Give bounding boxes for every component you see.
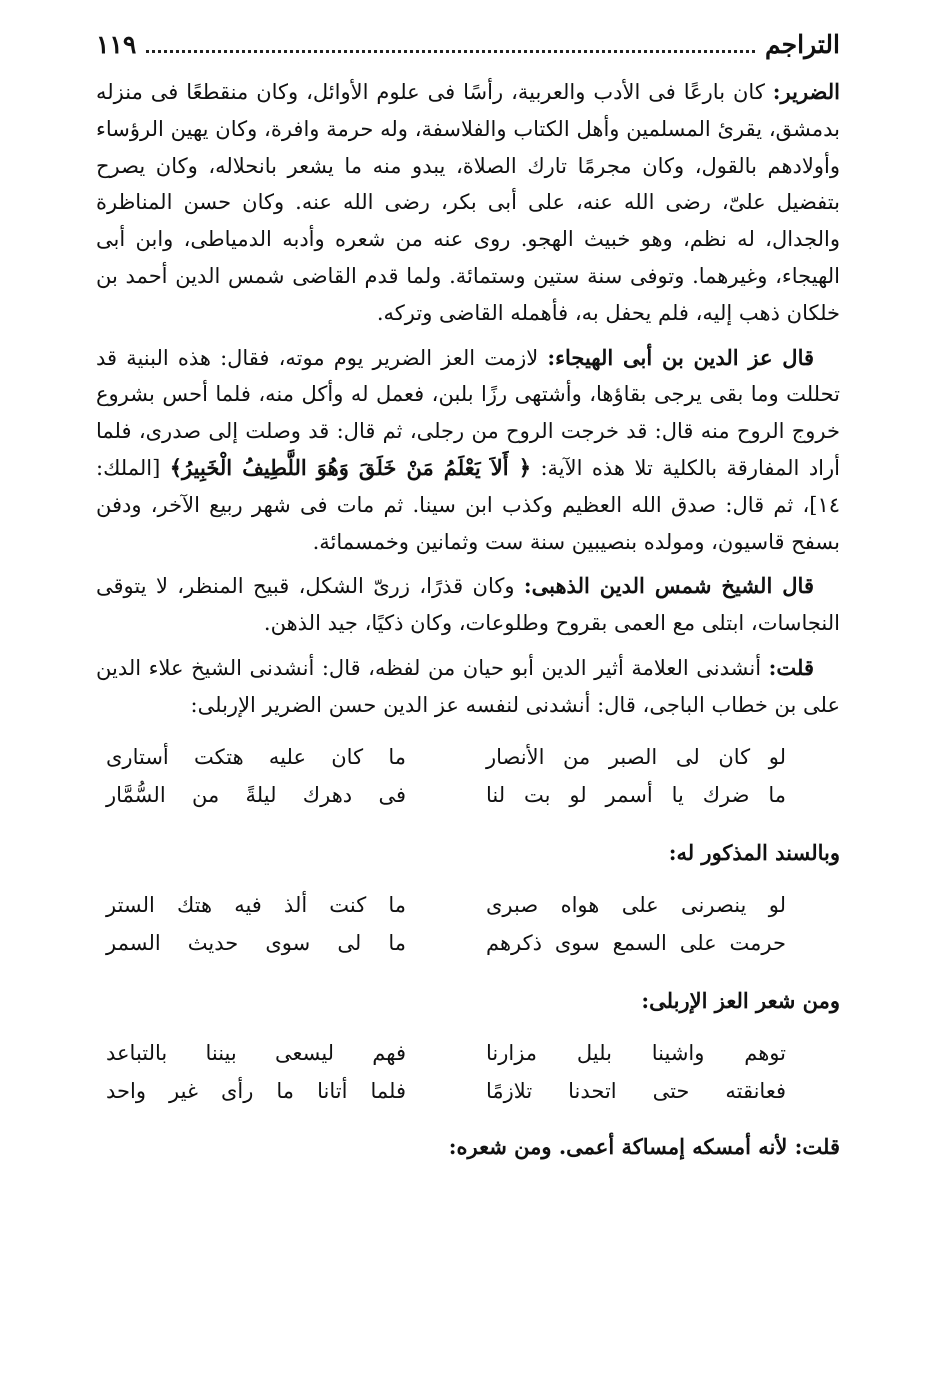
poem-verse xyxy=(96,924,840,962)
author-note-paragraph xyxy=(96,650,840,724)
verse-second-hemistich: فى دهرك ليلةً من السُّمَّار xyxy=(106,782,406,807)
header-dot-leader xyxy=(146,36,755,53)
verse-first-hemistich: حرمت على السمع سوى ذكرهم xyxy=(486,930,786,955)
verse-second-hemistich: ما لى سوى حديث السمر xyxy=(106,930,406,955)
running-title: التراجم xyxy=(765,30,840,59)
page-header xyxy=(96,30,840,74)
quote-izz-text-a: لازمت العز الضرير يوم موته، فقال: هذه البنية قد تحللت وما بقى يرجى بقاؤها، وأشتهى رزًا بلبن، فعمل له وأكل منه، فلما أحس بشروع خروج الروح منه قال: قد خرجت الروح من رجلى، ثم قال: قد وصلت إلى صدرى، فلما أراد المفارقة بالكلية تلا هذه الآية: xyxy=(96,345,840,480)
page-number: ١١٩ xyxy=(96,30,137,59)
quote-dhahabi-text: وكان قذرًا، زرىّ الشكل، قبيح المنظر، لا يتوقى النجاسات، ابتلى مع العمى بقروح وطلوعات، وكان ذكيًا، جيد الذهن. xyxy=(96,574,840,636)
poem-verse xyxy=(96,886,840,924)
poem-verse xyxy=(96,776,840,814)
biography-paragraph xyxy=(96,74,840,332)
author-note-text: أنشدنى العلامة أثير الدين أبو حيان من لفظه، قال: أنشدنى الشيخ علاء الدين على بن خطاب الباجى، قال: أنشدنى لنفسه عز الدين حسن الضرير الإربلى: xyxy=(96,655,840,717)
book-page xyxy=(96,30,840,1166)
section-subhead: ومن شعر العز الإربلى: xyxy=(641,987,840,1013)
quote-izz-paragraph xyxy=(96,340,840,561)
quran-verse: ﴿ أَلاَ يَعْلَمُ مَنْ خَلَقَ وَهُوَ اللَّطِيفُ الْخَبِيرُ﴾ xyxy=(169,454,531,480)
verse-first-hemistich: ما ضرك يا أسمر لو بت لنا xyxy=(486,782,786,807)
biography-text: كان بارعًا فى الأدب والعربية، رأسًا فى علوم الأوائل، وكان منقطعًا فى منزله بدمشق، يقرئ المسلمين وأهل الكتاب والفلاسفة، وله حرمة وافرة، وكان يهين الرؤساء وأولادهم بالقول، وكان مجرمًا تارك الصلاة، يبدو منه ما يشعر بانحلاله، وكان يصرح بتفضيل علىّ، رضى الله عنه، على أبى بكر، رضى الله عنه. وكان حسن المناظرة والجدال، له نظم، وهو خبيث الهجو. روى عنه من شعره وأدبه الدمياطى، وابن أبى الهيجاء، وغيرهما. وتوفى سنة ستين وستمائة. ولما قدم القاضى شمس الدين أحمد بن خلكان ذهب إليه، فلم يحفل به، فأهمله القاضى وتركه. xyxy=(96,80,840,325)
biography-lead: الضرير: xyxy=(772,79,840,104)
quote-dhahabi-paragraph xyxy=(96,568,840,642)
verse-second-hemistich: ما كنت ألذ فيه هتك الستر xyxy=(106,892,406,917)
verse-second-hemistich: فلما أتانا ما رأى غير واحد xyxy=(106,1078,406,1103)
poem-1 xyxy=(96,738,840,814)
verse-second-hemistich: فهم ليسعى بيننا بالتباعد xyxy=(106,1040,406,1065)
poem-2 xyxy=(96,886,840,962)
quote-izz-text-b: [الملك: ١٤]، ثم قال: صدق الله العظيم وكذب ابن سينا. ثم مات فى شهر ربيع الآخر، ودفن بسفح قاسيون، ومولده بنصيبين سنة ست وثمانين وخمسمائة. xyxy=(96,455,840,554)
closing-line: قلت: لأنه أمسكه إمساكة أعمى. ومن شعره: xyxy=(448,1133,840,1159)
verse-first-hemistich: توهم واشينا بليل مزارنا xyxy=(486,1040,786,1065)
poem-verse xyxy=(96,1034,840,1072)
poem-verse xyxy=(96,1072,840,1110)
poem-verse xyxy=(96,738,840,776)
quote-izz-lead: قال عز الدين بن أبى الهيجاء: xyxy=(547,344,815,370)
verse-first-hemistich: لو ينصرنى على هواه صبرى xyxy=(486,892,786,917)
quote-dhahabi-lead: قال الشيخ شمس الدين الذهبى: xyxy=(523,573,814,599)
verse-first-hemistich: فعانقته حتى اتحدنا تلازمًا xyxy=(486,1078,786,1103)
poem-3 xyxy=(96,1034,840,1110)
author-note-lead: قلت: xyxy=(768,654,814,680)
verse-first-hemistich: لو كان لى الصبر من الأنصار xyxy=(486,744,786,769)
verse-second-hemistich: ما كان عليه هتكت أستارى xyxy=(106,744,406,769)
section-subhead: وبالسند المذكور له: xyxy=(668,839,840,865)
